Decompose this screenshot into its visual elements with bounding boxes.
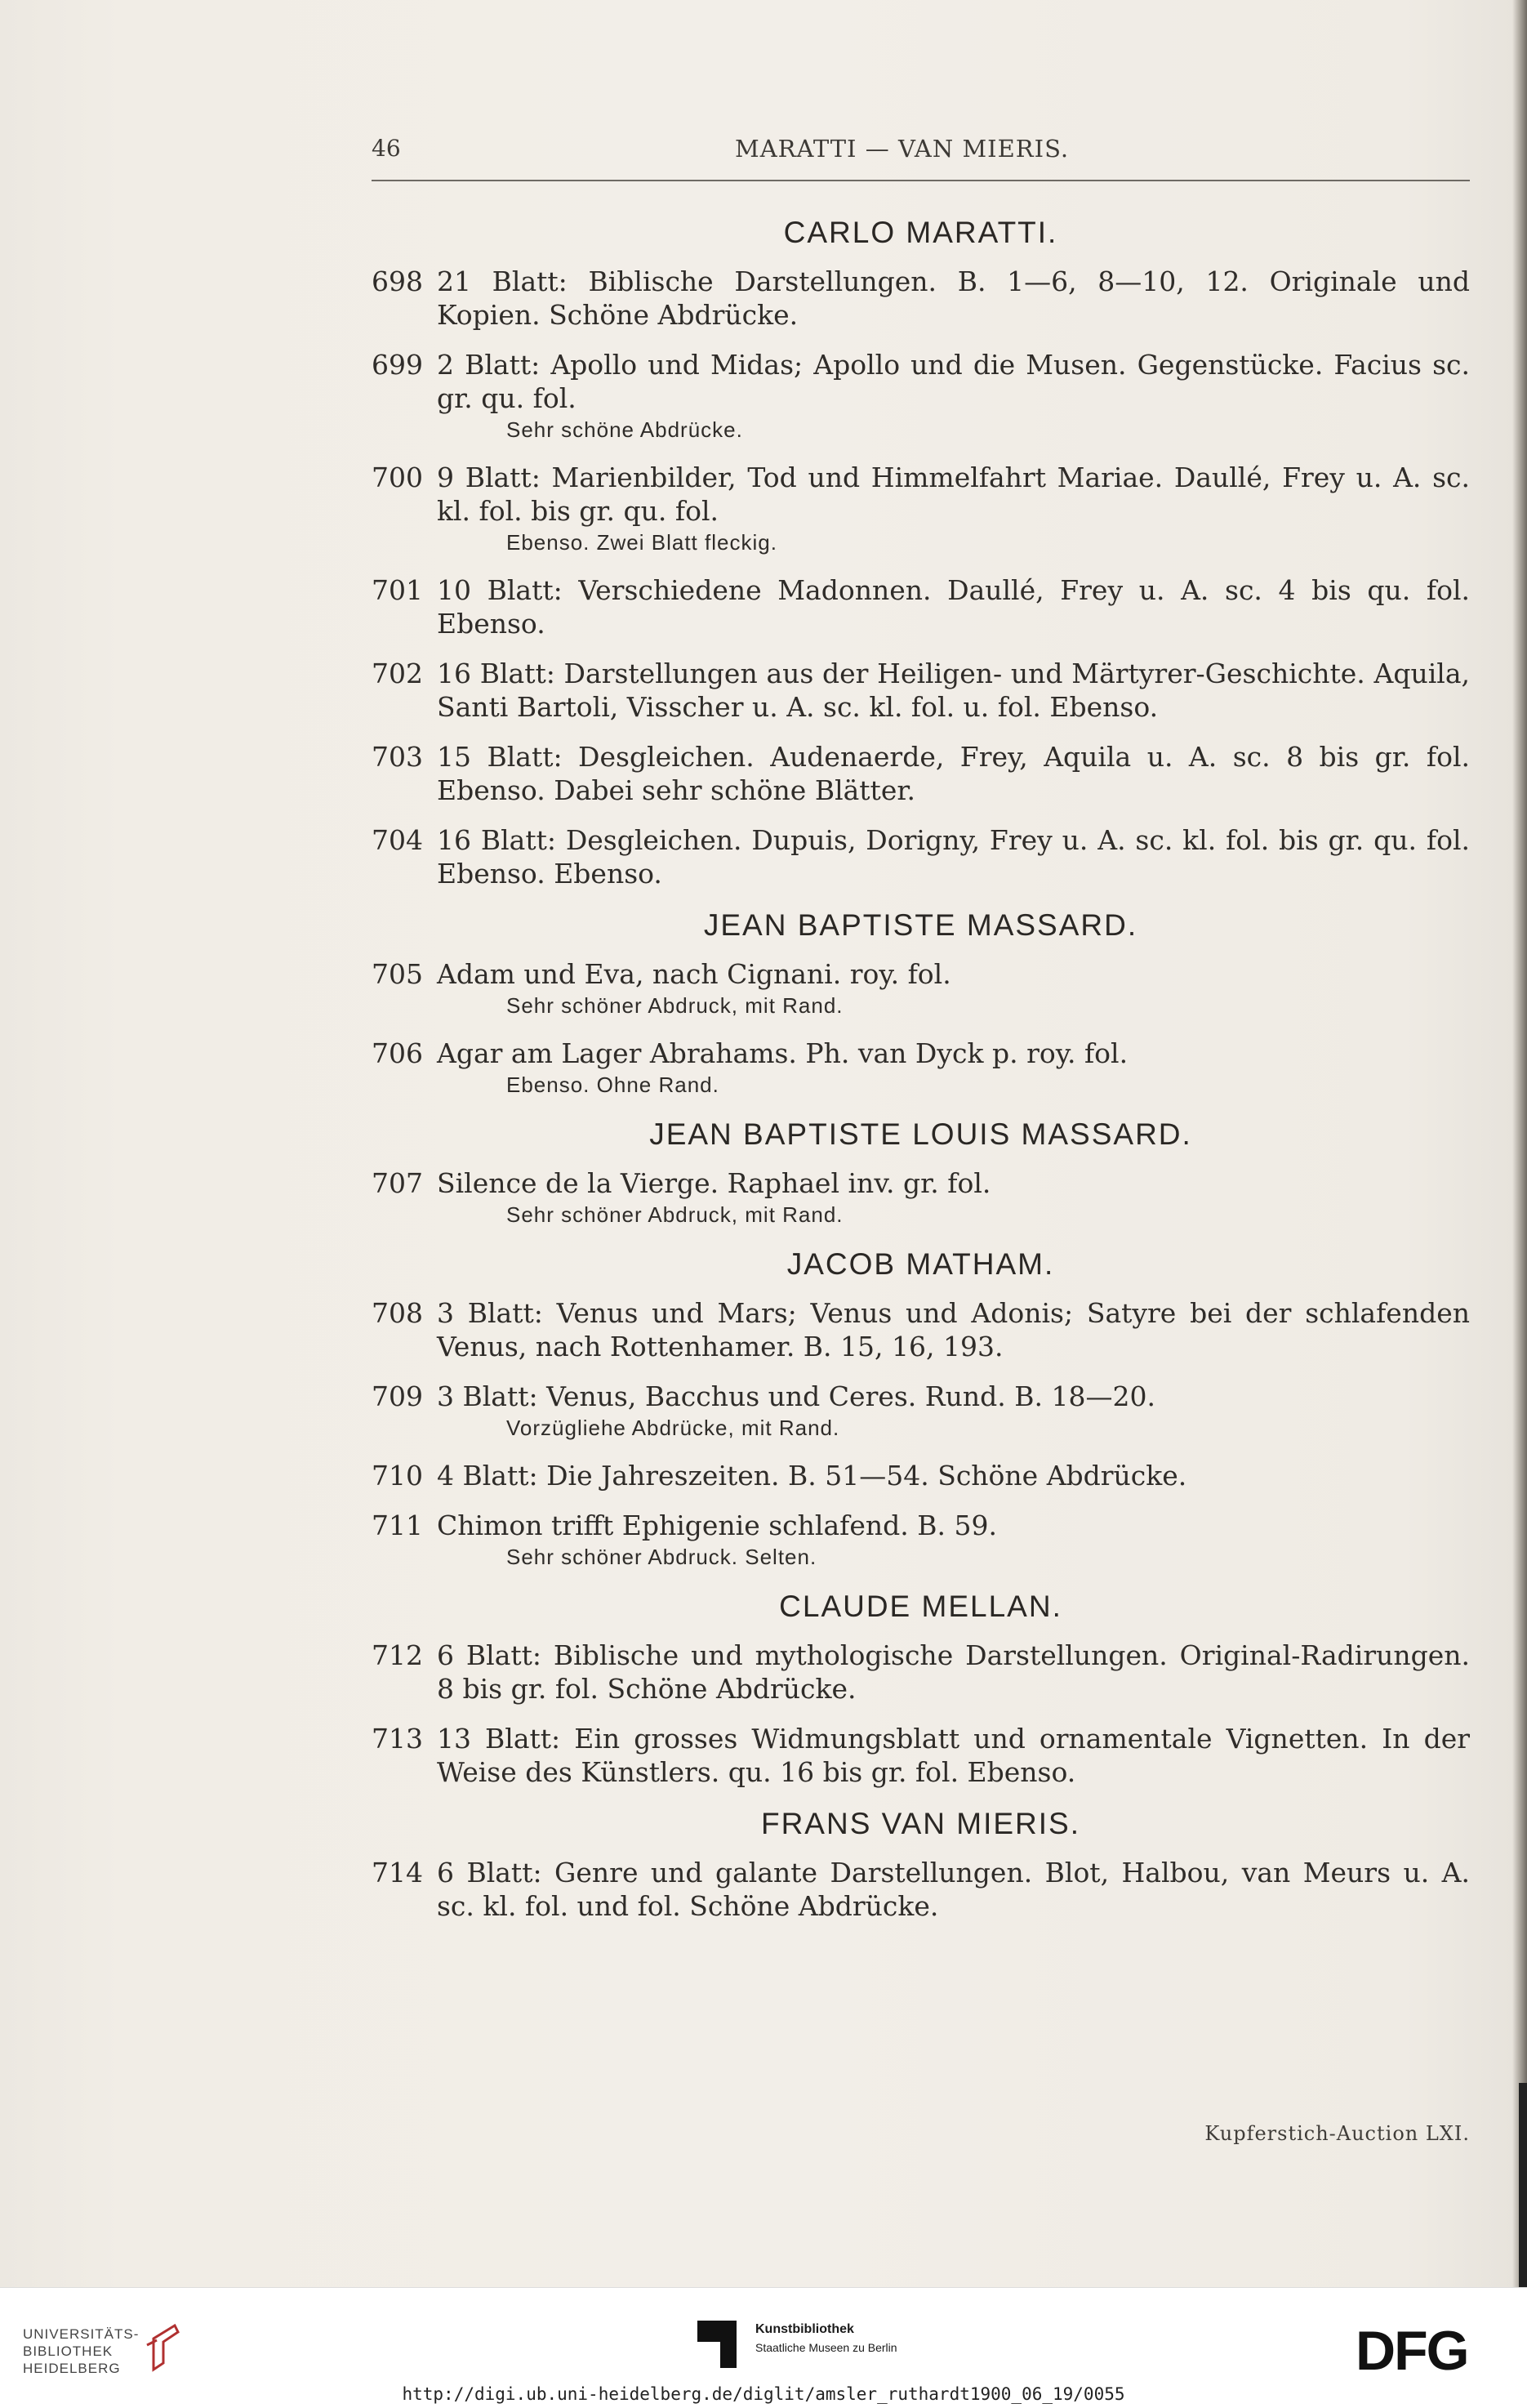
uni-line-1: UNIVERSITÄTS- <box>23 2326 140 2342</box>
kunstbibliothek-logo-icon <box>696 2319 738 2370</box>
section-heading: CARLO MARATTI. <box>783 216 1058 249</box>
lot-description: Chimon trifft Ephigenie schlafend. B. 59. <box>437 1509 997 1541</box>
lot-note: Sehr schöne Abdrücke. <box>506 417 743 442</box>
lot-number: 714 <box>372 1857 423 1888</box>
lot-description: 16 Blatt: Desgleichen. Dupuis, Dorigny, Frey u. A. sc. kl. fol. bis gr. qu. fol. Ebenso. Ebenso. <box>437 824 1470 890</box>
lot-number: 705 <box>372 958 423 990</box>
lot-number: 707 <box>372 1167 423 1199</box>
lot-description: Agar am Lager Abrahams. Ph. van Dyck p. roy. fol. <box>437 1037 1129 1069</box>
dfg-logo: DFG <box>1356 2320 1468 2382</box>
catalog-content <box>372 214 1470 1939</box>
lot-description: Silence de la Vierge. Raphael inv. gr. fol. <box>437 1167 991 1199</box>
lot-number: 701 <box>372 574 423 606</box>
lot-number: 712 <box>372 1639 423 1671</box>
section-heading: JEAN BAPTISTE MASSARD. <box>703 908 1138 942</box>
uni-line-2: BIBLIOTHEK <box>23 2343 114 2359</box>
catalog-entry <box>372 461 1470 557</box>
catalog-entry <box>372 265 1470 332</box>
running-title: MARATTI — VAN MIERIS. <box>735 135 1070 163</box>
lot-number: 700 <box>372 462 423 493</box>
catalog-entry <box>372 348 1470 444</box>
lot-description: 9 Blatt: Marienbilder, Tod und Himmelfahrt Mariae. Daullé, Frey u. A. sc. kl. fol. bis gr. qu. fol. <box>437 462 1470 527</box>
section-heading: CLAUDE MELLAN. <box>779 1590 1062 1623</box>
lot-number: 711 <box>372 1509 423 1541</box>
lot-number: 702 <box>372 658 423 689</box>
catalog-entry <box>372 823 1470 890</box>
lot-note: Ebenso. Ohne Rand. <box>506 1072 719 1097</box>
catalog-entry <box>372 1459 1470 1492</box>
catalog-entry <box>372 1856 1470 1923</box>
catalog-entry <box>372 1166 1470 1229</box>
kunstbibliothek-label <box>755 2321 897 2357</box>
lot-number: 713 <box>372 1723 423 1755</box>
catalog-entry <box>372 573 1470 640</box>
footer-bar <box>0 2287 1527 2408</box>
page-header <box>372 135 1470 176</box>
lot-note: Ebenso. Zwei Blatt fleckig. <box>506 530 777 555</box>
catalog-entry <box>372 1639 1470 1706</box>
lot-note: Sehr schöner Abdruck. Selten. <box>506 1545 817 1569</box>
lot-number: 699 <box>372 349 423 381</box>
catalog-entry <box>372 1722 1470 1789</box>
lot-description: 6 Blatt: Biblische und mythologische Darstellungen. Original-Radirungen. 8 bis gr. fol. Schöne Abdrücke. <box>437 1639 1470 1705</box>
catalog-entry <box>372 1509 1470 1572</box>
lot-note: Sehr schöner Abdruck, mit Rand. <box>506 993 844 1018</box>
lot-number: 709 <box>372 1380 423 1412</box>
kb-title: Kunstbibliothek <box>755 2322 854 2336</box>
lot-note: Vorzügliehe Abdrücke, mit Rand. <box>506 1416 840 1440</box>
lot-description: 3 Blatt: Venus, Bacchus und Ceres. Rund. B. 18—20. <box>437 1380 1155 1412</box>
section-heading: JACOB MATHAM. <box>786 1247 1055 1281</box>
catalog-entry <box>372 957 1470 1020</box>
lot-description: 21 Blatt: Biblische Darstellungen. B. 1—6, 8—10, 12. Originale und Kopien. Schöne Abdrücke. <box>437 265 1470 331</box>
lot-description: 16 Blatt: Darstellungen aus der Heiligen- und Märtyrer-Geschichte. Aquila, Santi Bartoli, Visscher u. A. sc. kl. fol. u. fol. Ebenso. <box>437 658 1470 723</box>
lot-description: 3 Blatt: Venus und Mars; Venus und Adonis; Satyre bei der schlafenden Venus, nach Rottenhamer. B. 15, 16, 193. <box>437 1297 1470 1362</box>
lot-number: 706 <box>372 1037 423 1069</box>
header-rule <box>372 180 1470 181</box>
page-number: 46 <box>372 135 401 162</box>
lot-description: 4 Blatt: Die Jahreszeiten. B. 51—54. Schöne Abdrücke. <box>437 1460 1187 1492</box>
kb-subtitle: Staatliche Museen zu Berlin <box>755 2341 897 2354</box>
university-logo-icon <box>139 2322 183 2373</box>
section-heading: JEAN BAPTISTE LOUIS MASSARD. <box>649 1117 1192 1151</box>
lot-number: 703 <box>372 741 423 773</box>
lot-number: 698 <box>372 265 423 297</box>
book-binding-edge <box>1519 2083 1527 2287</box>
lot-description: 10 Blatt: Verschiedene Madonnen. Daullé, Frey u. A. sc. 4 bis qu. fol. Ebenso. <box>437 574 1470 640</box>
lot-number: 704 <box>372 824 423 856</box>
catalog-entry <box>372 740 1470 807</box>
lot-number: 710 <box>372 1460 423 1492</box>
lot-description: Adam und Eva, nach Cignani. roy. fol. <box>437 958 951 990</box>
lot-description: 6 Blatt: Genre und galante Darstellungen. Blot, Halbou, van Meurs u. A. sc. kl. fol. und fol. Schöne Abdrücke. <box>437 1857 1470 1922</box>
signature-line: Kupferstich-Auction LXI. <box>1204 2122 1470 2145</box>
lot-description: 13 Blatt: Ein grosses Widmungsblatt und ornamentale Vignetten. In der Weise des Künstlers. qu. 16 bis gr. fol. Ebenso. <box>437 1723 1470 1788</box>
catalog-entry <box>372 1296 1470 1363</box>
lot-description: 15 Blatt: Desgleichen. Audenaerde, Frey, Aquila u. A. sc. 8 bis gr. fol. Ebenso. Dabei sehr schöne Blätter. <box>437 741 1470 806</box>
page-edge-shadow <box>1512 0 1527 2287</box>
section-heading: FRANS VAN MIERIS. <box>760 1807 1081 1840</box>
university-library-label <box>23 2326 139 2377</box>
catalog-entry <box>372 1037 1470 1099</box>
catalog-entry <box>372 657 1470 724</box>
source-url[interactable]: http://digi.ub.uni-heidelberg.de/diglit/amsler_ruthardt1900_06_19/0055 <box>402 2384 1125 2404</box>
lot-description: 2 Blatt: Apollo und Midas; Apollo und die Musen. Gegenstücke. Facius sc. gr. qu. fol. <box>437 349 1470 414</box>
lot-note: Sehr schöner Abdruck, mit Rand. <box>506 1202 844 1227</box>
uni-line-3: HEIDELBERG <box>23 2361 121 2376</box>
lot-number: 708 <box>372 1297 423 1329</box>
catalog-entry <box>372 1380 1470 1443</box>
